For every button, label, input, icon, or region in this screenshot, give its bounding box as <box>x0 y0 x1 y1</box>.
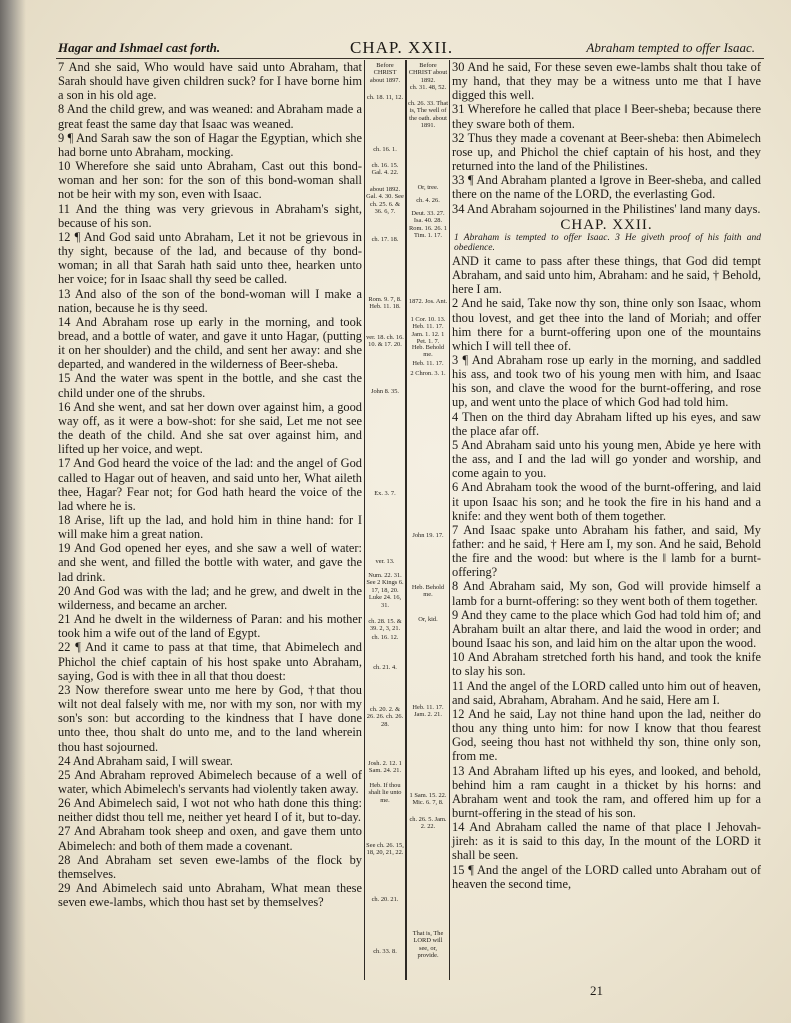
verse: 11 And the thing was very grievous in Abraham's sight, because of his son. <box>58 201 362 230</box>
header-left-title: Hagar and Ishmael cast forth. <box>58 40 221 55</box>
verse: 28 And Abraham set seven ewe-lambs of the flock by themselves. <box>58 852 362 881</box>
page-number: 21 <box>590 983 603 998</box>
verse: 22 ¶ And it came to pass at that time, that Abimelech and Phichol the chief captain of his host spake unto Abraham, saying, God is with thee in all that thou doest: <box>58 640 362 683</box>
verse: 18 Arise, lift up the lad, and hold him in thine hand: for I will make him a great nation. <box>58 513 362 542</box>
verse: 10 Wherefore she said unto Abraham, Cast out this bond-woman and her son: for the son of this bond-woman shall not be heir with my son, even with Isaac. <box>58 159 362 202</box>
verse: 16 And she went, and sat her down over against him, a good way off, as it were a bow-shot: for she said, Let me not see the death of the child. And she sat over against him, and lifted up her voice, and wept. <box>58 399 362 457</box>
margin-ref: ver. 13. <box>375 558 395 565</box>
margin-ref: ch. 26. 33. That is, The well of the oath. about 1891. <box>408 100 448 130</box>
margin-ref: Josh. 2. 12. 1 Sam. 24. 21. <box>368 760 402 775</box>
margin-ref: That is, The LORD will see, or, provide. <box>412 930 444 960</box>
margin-ref: ch. 16. 12. <box>371 634 399 641</box>
header-right-title: Abraham tempted to offer Isaac. <box>586 40 755 55</box>
margin-ref: Num. 22. 31. See 2 Kings 6. 17, 18, 20. Luke 24. 16, 31. <box>366 572 404 609</box>
margin-ref: Rom. 9. 7, 8. Heb. 11. 18. <box>368 296 402 311</box>
verse: 9 And they came to the place which God had told him of; and Abraham built an altar there, and laid the wood in order; and bound Isaac his son, and laid him on the altar upon the wood. <box>452 607 761 651</box>
margin-ref: ch. 20. 2. & 26. 26. ch. 26. 28. <box>366 706 404 728</box>
verse: 32 Thus they made a covenant at Beer-sheba: then Abimelech rose up, and Phichol the chief captain of his host, and they returned into the land of the Philistines. <box>452 130 761 174</box>
margin-ref: ch. 16. 1. <box>373 146 397 153</box>
verse: 14 And Abraham rose up early in the morning, and took bread, and a bottle of water, and gave it unto Hagar, (putting it on her shoulder) and the child, and sent her away: and she departed, and wandered in the wilderness of Beer-sheba. <box>58 314 362 372</box>
margin-ref: ch. 17. 18. <box>371 236 399 243</box>
left-margin-references <box>364 60 406 980</box>
verse: 6 And Abraham took the wood of the burnt-offering, and laid it upon Isaac his son; and he took the fire in his hand and a knife: and they went both of them together. <box>452 480 761 523</box>
verse: 13 And Abraham lifted up his eyes, and looked, and behold, behind him a ram caught in a thicket by his horns: and Abraham went and took the ram, and offered him up for a burnt-offering in the stead of his son. <box>452 763 761 820</box>
chapter-heading: CHAP. XXII. <box>560 216 653 233</box>
header-chapter: CHAP. XXII. <box>350 38 454 57</box>
margin-ref: 1872. Jos. Ant. <box>408 298 448 305</box>
margin-ref: ch. 31. 48, 52. <box>409 84 447 91</box>
verse: 14 And Abraham called the name of that place ‖ Jehovah-jireh: as it is said to this day, In the mount of the LORD it shall be seen. <box>452 820 761 863</box>
margin-ref: See ch. 26. 15, 18, 20, 21, 22. <box>366 842 404 857</box>
right-margin-references <box>406 60 450 980</box>
verse: 7 And she said, Who would have said unto Abraham, that Sarah should have given children suck? for I have borne him a son in his old age. <box>58 60 362 103</box>
running-header <box>58 38 763 58</box>
verse: 15 And the water was spent in the bottle, and she cast the child under one of the shrubs. <box>58 371 362 400</box>
margin-ref: ch. 33. 8. <box>373 948 397 955</box>
margin-ref: Before CHRIST about 1897. <box>369 62 401 84</box>
margin-ref: ch. 18. 11, 12. <box>366 94 404 101</box>
margin-ref: Before CHRIST about 1892. <box>408 62 448 84</box>
margin-ref: John 8. 35. <box>370 388 400 395</box>
margin-ref: Heb. If thou shalt lie unto me. <box>368 782 402 804</box>
verse: 13 And also of the son of the bond-woman will I make a nation, because he is thy seed. <box>58 286 362 315</box>
verse: 31 Wherefore he called that place ‖ Beer-sheba; because there they sware both of them. <box>452 102 761 131</box>
verse: 2 And he said, Take now thy son, thine only son Isaac, whom thou lovest, and get thee into the land of Moriah; and offer him there for a burnt-offering upon one of the mountains which I will tell thee of. <box>452 296 761 353</box>
verse: 33 ¶ And Abraham planted a ‖grove in Beer-sheba, and called there on the name of the LORD, the everlasting God. <box>452 173 761 202</box>
margin-ref: ch. 4. 26. <box>416 197 440 204</box>
margin-ref: ch. 26. 5. Jam. 2. 22. <box>409 816 447 831</box>
left-text-column <box>58 60 362 909</box>
verse: 29 And Abimelech said unto Abraham, What mean these seven ewe-lambs, which thou hast set by themselves? <box>58 881 362 910</box>
verse: 9 ¶ And Sarah saw the son of Hagar the Egyptian, which she had borne unto Abraham, mocking. <box>58 130 362 159</box>
verse: 12 And he said, Lay not thine hand upon the lad, neither do thou any thing unto him: for now I know that thou fearest God, seeing thou hast not withheld thy son, thine only son, from me. <box>452 706 761 764</box>
verse: 27 And Abraham took sheep and oxen, and gave them unto Abimelech: and both of them made a covenant. <box>58 824 362 853</box>
verse: 26 And Abimelech said, I wot not who hath done this thing: neither didst thou tell me, neither yet heard I of it, but to-day. <box>58 796 362 825</box>
verse: 25 And Abraham reproved Abimelech because of a well of water, which Abimelech's servants had violently taken away. <box>58 767 362 796</box>
verse: 20 And God was with the lad; and he grew, and dwelt in the wilderness, and became an archer. <box>58 583 362 612</box>
right-text-column <box>452 60 761 891</box>
margin-ref: 1 Cor. 10. 13. Heb. 11. 17. Jam. 1. 12. 1 Pet. 1. 7. <box>410 316 446 346</box>
verse: 24 And Abraham said, I will swear. <box>58 753 233 768</box>
margin-ref: Heb. 11. 17. Jam. 2. 21. <box>412 704 444 719</box>
margin-ref: Or, kid. <box>418 616 438 623</box>
verse: 23 Now therefore swear unto me here by God, †that thou wilt not deal falsely with me, nor with my son, nor with my son's son: but according to the kindness that I have done unto thee, thou shalt do unto me, and to the land wherein thou hast sojourned. <box>58 682 362 754</box>
margin-ref: 2 Chron. 3. 1. <box>410 370 446 377</box>
verse: AND it came to pass after these things, that God did tempt Abraham, and said unto him, Abraham: and he said, † Behold, here I am. <box>452 253 762 297</box>
margin-ref: Heb. Behold me. <box>411 344 445 359</box>
binding-gutter <box>0 0 26 1023</box>
verse: 4 Then on the third day Abraham lifted up his eyes, and saw the place afar off. <box>452 409 761 438</box>
verse: 7 And Isaac spake unto Abraham his father, and said, My father: and he said, † Here am I, my son. And he said, Behold the fire and the wood: but where is the ‖ lamb for a burnt-offering? <box>452 522 761 580</box>
margin-ref: ch. 20. 21. <box>371 896 399 903</box>
verse: 34 And Abraham sojourned in the Philistines' land many days. <box>452 201 761 216</box>
margin-ref: Heb. 11. 17. <box>412 360 444 367</box>
verse: 10 And Abraham stretched forth his hand, and took the knife to slay his son. <box>452 650 761 679</box>
verse: 5 And Abraham said unto his young men, Abide ye here with the ass, and I and the lad will go yonder and worship, and come again to you. <box>452 437 761 481</box>
verse: 11 And the angel of the LORD called unto him out of heaven, and said, Abraham, Abraham. And he said, Here am I. <box>452 678 761 707</box>
verse: 15 ¶ And the angel of the LORD called unto Abraham out of heaven the second time, <box>452 862 761 891</box>
verse: 17 And God heard the voice of the lad: and the angel of God called to Hagar out of heaven, and said unto her, What aileth thee, Hagar? Fear not; for God hath heard the voice of the lad where he is. <box>58 456 362 513</box>
verse: 19 And God opened her eyes, and she saw a well of water: and she went, and filled the bottle with water, and gave the lad drink. <box>58 541 362 584</box>
verse: 8 And Abraham said, My son, God will provide himself a lamb for a burnt-offering: so they went both of them together. <box>452 579 761 608</box>
margin-ref: John 19. 17. <box>412 532 444 539</box>
margin-ref: ver. 18. ch. 16. 10. & 17. 20. <box>366 334 404 349</box>
margin-ref: about 1892. Gal. 4. 30. See ch. 25. 6. & 36. 6, 7. <box>366 186 404 216</box>
verse: 3 ¶ And Abraham rose up early in the morning, and saddled his ass, and took two of his young men with him, and Isaac his son, and clave the wood for the burnt-offering, and rose up, and went unto the place of which God had told him. <box>452 352 761 410</box>
margin-ref: Ex. 3. 7. <box>374 490 396 497</box>
margin-ref: ch. 28. 15. & 39. 2, 3, 21. <box>368 618 402 633</box>
verse: 30 And he said, For these seven ewe-lambs shalt thou take of my hand, that they may be a witness unto me that I have digged this well. <box>452 60 761 103</box>
margin-ref: Heb. Behold me. <box>411 584 445 599</box>
margin-ref: Or, tree. <box>417 184 439 191</box>
verse: 8 And the child grew, and was weaned: and Abraham made a great feast the same day that Isaac was weaned. <box>58 102 362 131</box>
header-rule <box>56 58 764 59</box>
margin-ref: Deut. 33. 27. Isa. 40. 28. Rom. 16. 26. 1 Tim. 1. 17. <box>409 210 447 240</box>
verse: 12 ¶ And God said unto Abraham, Let it not be grievous in thy sight, because of the lad, and because of thy bond-woman; in all that Sarah hath said unto thee, hearken unto her voice; for in Isaac shall thy seed be called. <box>58 229 362 287</box>
margin-ref: ch. 21. 4. <box>373 664 397 671</box>
margin-ref: ch. 16. 15. Gal. 4. 22. <box>371 162 399 177</box>
margin-ref: 1 Sam. 15. 22. Mic. 6. 7, 8. <box>409 792 447 807</box>
chapter-summary: 1 Abraham is tempted to offer Isaac. 3 He giveth proof of his faith and obedience. <box>454 232 761 254</box>
verse: 21 And he dwelt in the wilderness of Paran: and his mother took him a wife out of the land of Egypt. <box>58 612 362 641</box>
